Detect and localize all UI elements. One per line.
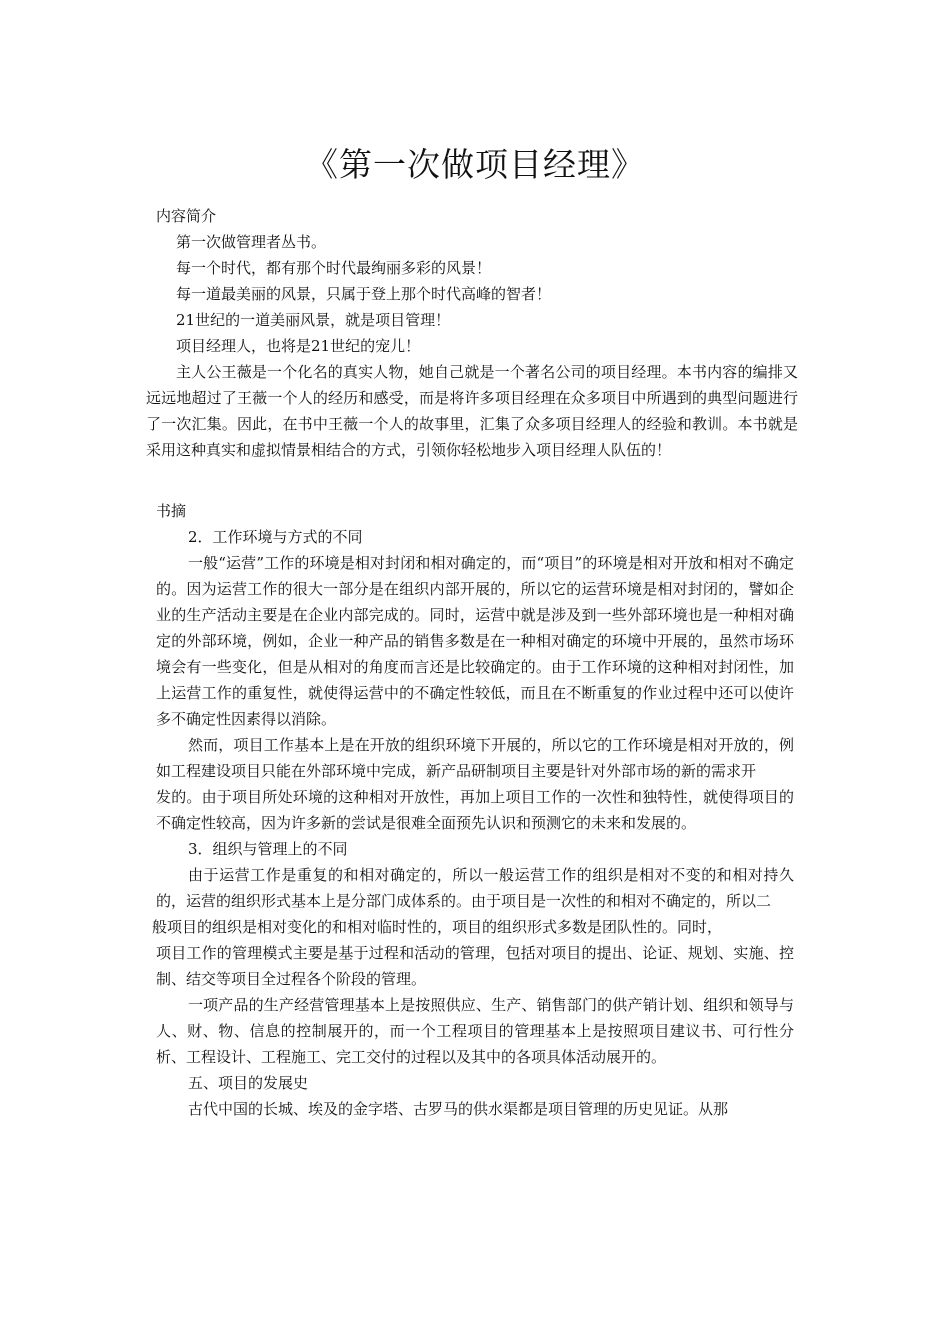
intro-heading: 内容简介: [156, 207, 217, 225]
excerpt-section: [152, 498, 794, 1122]
section-title: 3．组织与管理上的不同: [188, 840, 348, 858]
body-paragraph: 古代中国的长城、埃及的金字塔、古罗马的供水渠都是项目管理的历史见证。从那: [188, 1100, 729, 1118]
body-paragraph: 然而，项目工作基本上是在开放的组织环境下开展的，所以它的工作环境是相对开放的，例如工程建设项目只能在外部环境中完成，新产品研制项目主要是针对外部市场的新的需求开: [156, 736, 794, 780]
intro-line: 第一次做管理者丛书。: [176, 233, 327, 251]
body-paragraph: 一般“运营”工作的环境是相对封闭和相对确定的，而“项目”的环境是相对开放和相对不确定的。因为运营工作的很大一部分是在组织内部开展的，所以它的运营环境是相对封闭的，譬如企业的生产活动主要是在企业内部完成的。同时，运营中就是涉及到一些外部环境也是一种相对确定的外部环境，例如，企业一种产品的销售多数是在一种相对确定的环境中开展的，虽然市场环境会有一些变化，但是从相对的角度而言还是比较确定的。由于工作环境的这种相对封闭性，加上运营工作的重复性，就使得运营中的不确定性较低，而且在不断重复的作业过程中还可以使许多不确定性因素得以消除。: [156, 554, 794, 728]
intro-line: 项目经理人，也将是21世纪的宠儿！: [176, 337, 421, 355]
intro-line: 21世纪的一道美丽风景，就是项目管理！: [176, 311, 451, 329]
body-paragraph: 由于运营工作是重复的和相对确定的，所以一般运营工作的组织是相对不变的和相对持久的，运营的组织形式基本上是分部门成体系的。由于项目是一次性的和相对不确定的，所以二: [156, 866, 794, 910]
document-title: 《第一次做项目经理》: [305, 145, 645, 184]
body-paragraph-continued: 般项目的组织是相对变化的和相对临时性的，项目的组织形式多数是团队性的。同时，: [152, 918, 723, 936]
intro-section: [146, 203, 798, 463]
body-paragraph-continued: 发的。由于项目所处环境的这种相对开放性，再加上项目工作的一次性和独特性，就使得项目的不确定性较高，因为许多新的尝试是很难全面预先认识和预测它的未来和发展的。: [156, 788, 794, 832]
body-paragraph: 一项产品的生产经营管理基本上是按照供应、生产、销售部门的供产销计划、组织和领导与人、财、物、信息的控制展开的，而一个工程项目的管理基本上是按照项目建议书、可行性分析、工程设计、工程施工、完工交付的过程以及其中的各项具体活动展开的。: [156, 996, 794, 1066]
section-title: 2．工作环境与方式的不同: [188, 528, 363, 546]
section-title: 五、项目的发展史: [188, 1074, 309, 1092]
body-paragraph-continued: 项目工作的管理模式主要是基于过程和活动的管理，包括对项目的提出、论证、规划、实施、控制、结交等项目全过程各个阶段的管理。: [156, 944, 794, 988]
intro-paragraph: 主人公王薇是一个化名的真实人物，她自己就是一个著名公司的项目经理。本书内容的编排又远远地超过了王薇一个人的经历和感受，而是将许多项目经理在众多项目中所遇到的典型问题进行了一次汇集。因此，在书中王薇一个人的故事里，汇集了众多项目经理人的经验和教训。本书就是采用这种真实和虚拟情景相结合的方式，引领你轻松地步入项目经理人队伍的！: [146, 363, 798, 459]
excerpt-heading: 书摘: [156, 502, 187, 520]
intro-line: 每一个时代，都有那个时代最绚丽多彩的风景！: [176, 259, 492, 277]
intro-line: 每一道最美丽的风景，只属于登上那个时代高峰的智者！: [176, 285, 552, 303]
